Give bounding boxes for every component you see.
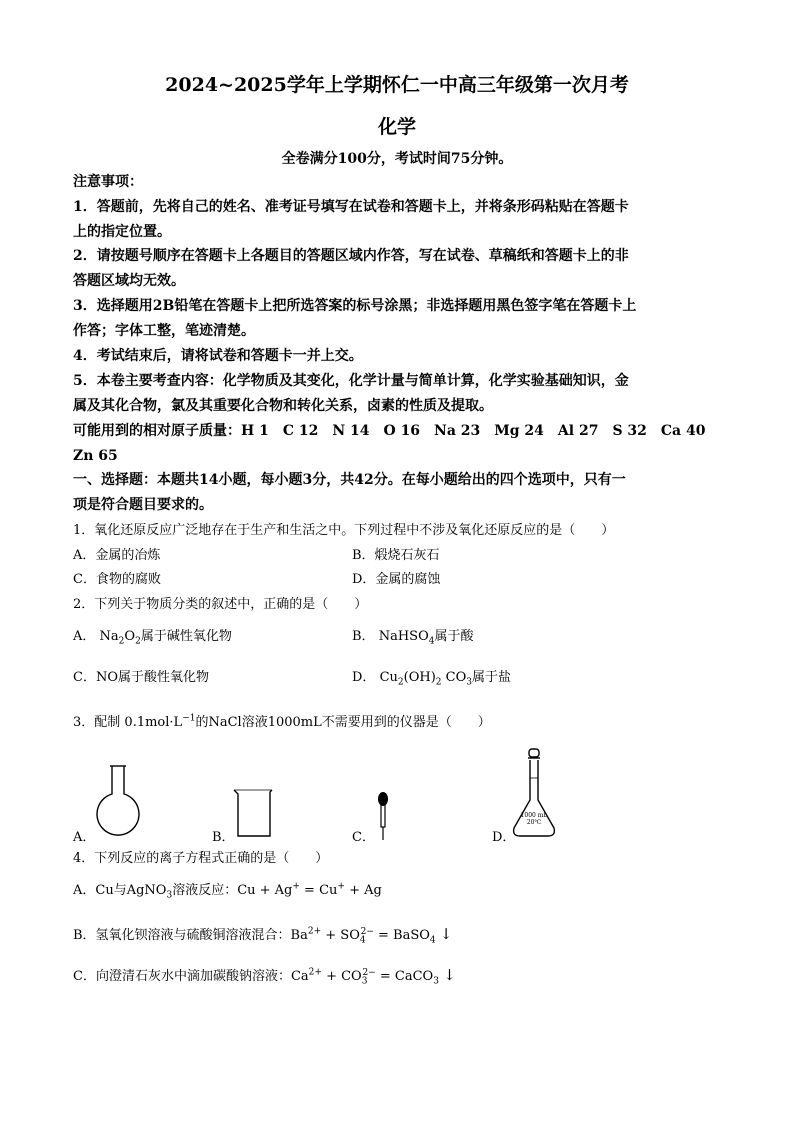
note-3a: 3．选择题用2B铅笔在答题卡上把所选答案的标号涂黑；非选择题用黑色签字笔在答题卡上	[73, 298, 637, 314]
section-heading: 一、选择题：本题共14小题，每小题3分，共42分。在每小题给出的四个选项中，只有一	[73, 472, 626, 488]
exam-subtitle: 全卷满分100分，考试时间75分钟。	[281, 151, 513, 167]
volumetric-flask-icon	[510, 748, 558, 840]
note-5b: 属及其化合物，氯及其重要化合物和转化关系，卤素的性质及提取。	[73, 398, 493, 414]
q2-option-b: B． NaHSO$_4$属于酸	[352, 629, 474, 647]
q1-option-a: A．金属的冶炼	[73, 548, 161, 563]
beaker-icon	[232, 788, 274, 838]
volumetric-flask-label: 1000 mL 20℃	[520, 812, 548, 826]
note-2b: 答题区域均无效。	[73, 273, 185, 289]
q1-option-d: D．金属的腐蚀	[352, 572, 441, 587]
q4-stem: 4．下列反应的离子方程式正确的是（ ）	[73, 851, 329, 866]
q2-option-a: A． $Na_2O_2$属于碱性氧化物	[73, 629, 232, 647]
atomic-mass-line-2: Zn 65	[73, 448, 118, 464]
note-4: 4．考试结束后，请将试卷和答题卡一并上交。	[73, 348, 363, 364]
q3-label-a: A．	[73, 830, 96, 845]
q4-option-a: A．Cu与AgNO$_3$溶液反应：Cu + Ag+ = Cu+ + Ag	[73, 881, 382, 901]
section-heading-2: 项是符合题目要求的。	[73, 497, 213, 513]
q3-label-b: B．	[212, 830, 235, 845]
q1-option-b: B．煅烧石灰石	[352, 548, 440, 563]
subject-title: 化学	[377, 116, 416, 138]
note-3b: 作答；字体工整，笔迹清楚。	[73, 323, 255, 339]
q3-stem: 3．配制 $0.1mol\cdot L^{-1}$的NaCl溶液1000mL不需要用到的仪器是（ ）	[73, 713, 491, 730]
q1-option-c: C．食物的腐败	[73, 572, 161, 587]
note-2a: 2．请按题号顺序在答题卡上各题目的答题区域内作答，写在试卷、草稿纸和答题卡上的非	[73, 248, 629, 264]
dropper-icon	[376, 792, 390, 842]
exam-title: 2024~2025学年上学期怀仁一中高三年级第一次月考	[165, 74, 629, 96]
q1-stem: 1．氧化还原反应广泛地存在于生产和生活之中。下列过程中不涉及氧化还原反应的是（ ）	[73, 523, 615, 538]
round-bottom-flask-icon	[94, 764, 142, 840]
note-5a: 5．本卷主要考查内容：化学物质及其变化，化学计量与简单计算，化学实验基础知识，金	[73, 373, 629, 389]
q2-option-c: C．NO属于酸性氧化物	[73, 670, 209, 685]
q2-option-d: D． $Cu_2(OH)_2$ $CO_3$属于盐	[352, 670, 512, 688]
q2-stem: 2．下列关于物质分类的叙述中，正确的是（ ）	[73, 597, 368, 612]
q4-option-b: B．氢氧化钡溶液与硫酸铜溶液混合：$Ba^{2+} + SO_4^{2-}$ = BaSO$_4$ ↓	[73, 925, 453, 946]
q3-label-c: C．	[352, 830, 375, 845]
atomic-mass-line: 可能用到的相对原子质量：H 1 C 12 N 14 O 16 Na 23 Mg 24 Al 27 S 32 Ca 40	[73, 423, 706, 439]
note-1b: 上的指定位置。	[73, 224, 171, 240]
q3-label-d: D．	[492, 830, 516, 845]
note-1a: 1．答题前，先将自己的姓名、准考证号填写在试卷和答题卡上，并将条形码粘贴在答题卡	[73, 199, 629, 215]
q4-option-c: C．向澄清石灰水中滴加碳酸钠溶液：$Ca^{2+} + CO_3^{2-}$ = CaCO$_3$ ↓	[73, 966, 456, 987]
notes-heading: 注意事项：	[73, 174, 143, 190]
